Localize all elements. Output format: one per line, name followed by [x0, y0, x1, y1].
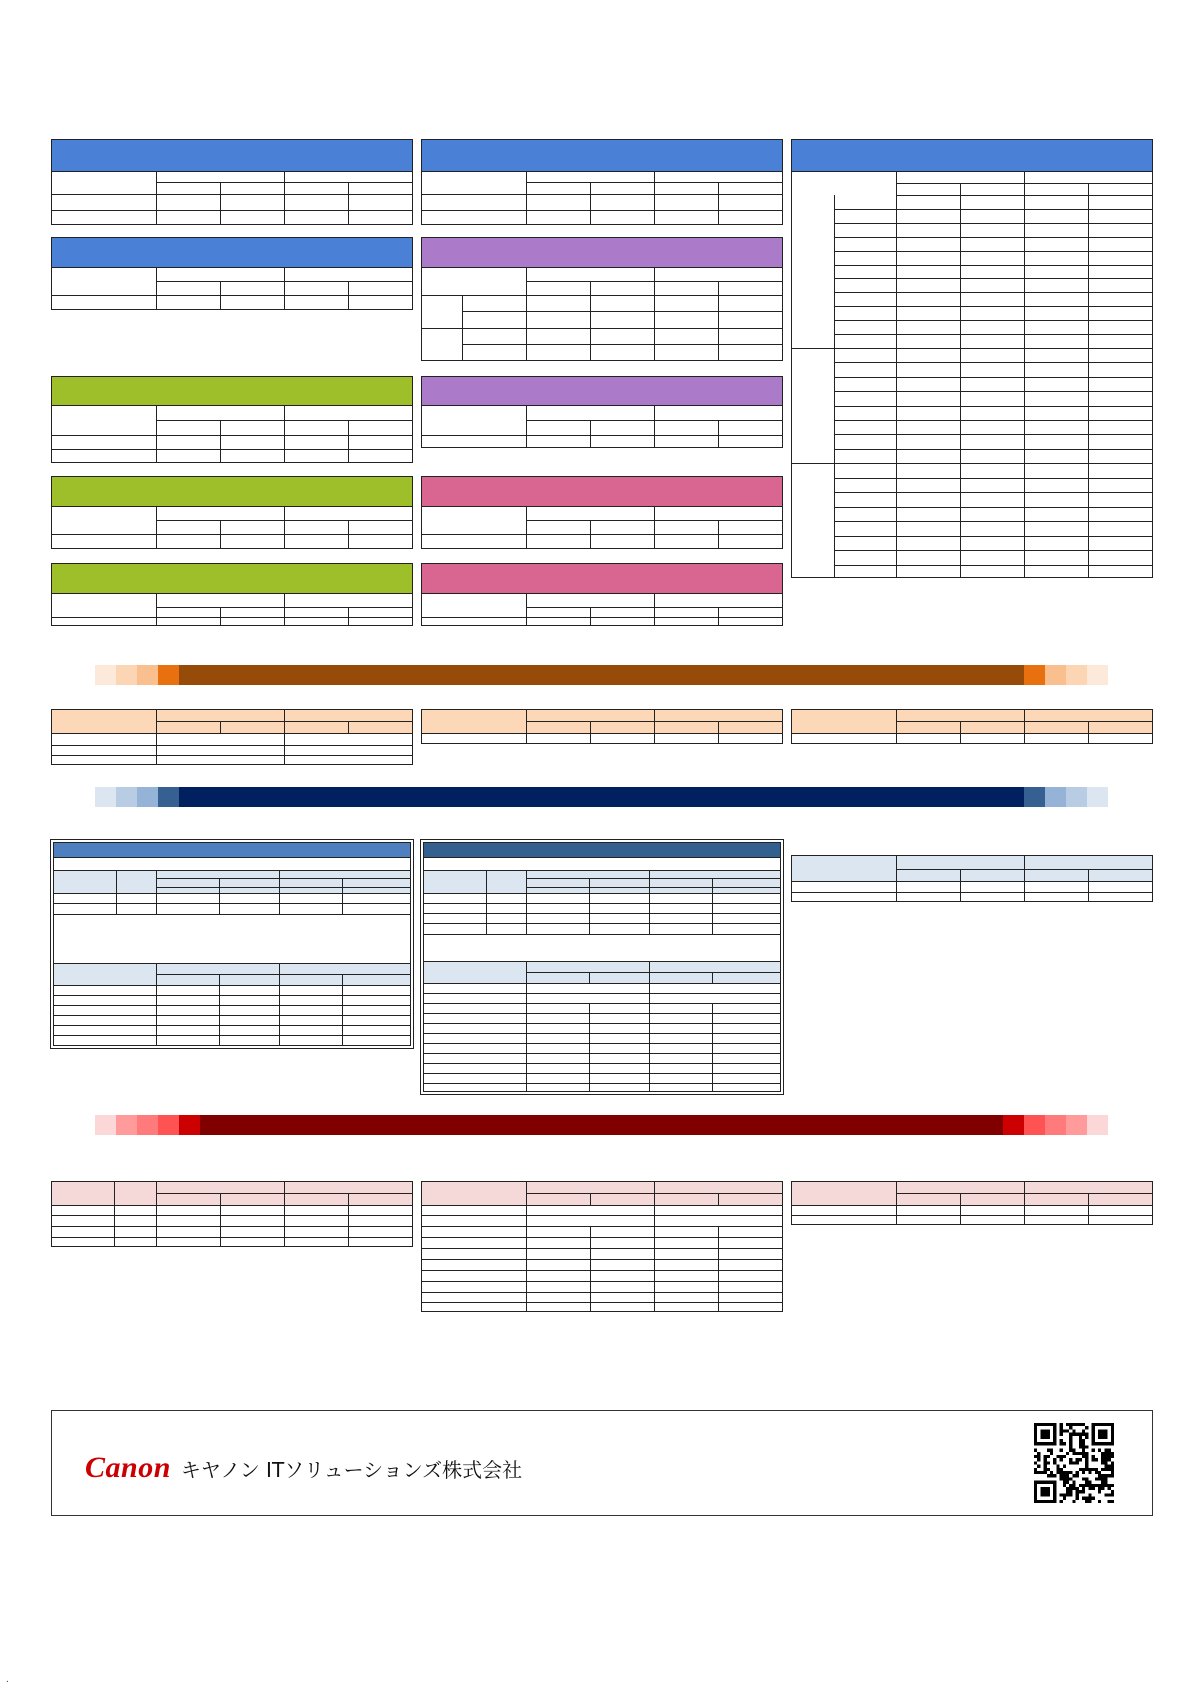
column-divider: [486, 870, 487, 934]
stripe-segment: [137, 1115, 158, 1135]
row-divider: [52, 435, 412, 436]
row-divider: [526, 878, 780, 879]
column-divider: [526, 710, 527, 744]
row-divider: [834, 265, 1152, 266]
row-divider: [54, 995, 410, 996]
row-divider: [424, 1043, 780, 1044]
row-divider: [792, 881, 1152, 882]
row-divider: [834, 251, 1152, 252]
row-divider: [52, 210, 412, 211]
row-divider: [424, 857, 780, 858]
column-divider: [526, 506, 527, 549]
column-divider: [526, 593, 527, 626]
column-divider: [116, 870, 117, 914]
row-divider: [834, 536, 1152, 537]
stripe-segment: [137, 665, 158, 685]
column-divider: [348, 721, 349, 733]
row-divider: [54, 1005, 410, 1006]
company-name: キヤノン ITソリューションズ株式会社: [180, 1457, 523, 1482]
row-divider: [54, 1025, 410, 1026]
stripe-segment: [1087, 787, 1108, 807]
row-divider: [422, 435, 782, 436]
row-divider: [462, 344, 782, 345]
row-divider: [834, 550, 1152, 551]
row-divider: [424, 923, 780, 924]
column-divider: [156, 710, 157, 765]
section-divider-navy: [95, 787, 1108, 807]
row-divider: [54, 1015, 410, 1016]
table-pink-1: [421, 476, 783, 549]
row-divider: [156, 420, 412, 421]
column-divider: [718, 1226, 719, 1312]
row-divider: [834, 406, 1152, 407]
table-header-band: [422, 238, 782, 267]
table-purple-1: [421, 237, 783, 361]
table-peach-1: [51, 709, 413, 765]
table-header-band: [422, 477, 782, 506]
page-mark: .: [6, 1674, 9, 1685]
column-divider: [590, 1193, 591, 1205]
row-divider: [52, 171, 412, 172]
row-divider: [834, 237, 1152, 238]
row-divider: [156, 974, 410, 975]
row-divider: [424, 934, 780, 935]
column-divider: [712, 972, 713, 983]
footer-box: [51, 1410, 1153, 1516]
row-divider: [834, 209, 1152, 210]
row-divider: [422, 1248, 782, 1249]
column-divider: [1024, 1182, 1025, 1225]
row-divider: [896, 183, 1152, 184]
row-divider: [422, 328, 782, 329]
column-divider: [960, 869, 961, 902]
row-divider: [156, 721, 412, 722]
stripe-segment: [116, 665, 137, 685]
row-divider: [52, 593, 412, 594]
row-divider: [156, 281, 412, 282]
row-divider: [422, 1302, 782, 1303]
table-lightblue-1: [791, 855, 1153, 902]
row-divider: [834, 292, 1152, 293]
row-divider: [896, 1193, 1152, 1194]
row-divider: [422, 593, 782, 594]
column-divider: [156, 171, 157, 225]
column-divider: [220, 420, 221, 463]
column-divider: [960, 183, 961, 578]
column-divider: [718, 1193, 719, 1205]
row-divider: [422, 1215, 782, 1216]
row-divider: [834, 223, 1152, 224]
stripe-segment: [1024, 1115, 1045, 1135]
column-divider: [526, 405, 527, 448]
row-divider: [526, 1193, 782, 1194]
table-lightpink-1: [51, 1181, 413, 1247]
section-divider-red: [95, 1115, 1108, 1135]
row-divider: [54, 857, 410, 858]
stripe-segment: [95, 665, 116, 685]
row-divider: [834, 362, 1152, 363]
stripe-segment: [1066, 665, 1087, 685]
column-divider: [718, 182, 719, 225]
row-divider: [422, 506, 782, 507]
row-divider: [834, 334, 1152, 335]
row-divider: [52, 295, 412, 296]
header-cell: [54, 871, 410, 893]
row-divider: [834, 306, 1152, 307]
row-divider: [156, 182, 412, 183]
column-divider: [348, 182, 349, 225]
table-header-band: [52, 477, 412, 506]
column-divider: [342, 878, 343, 914]
column-divider: [590, 281, 591, 361]
column-divider: [219, 878, 220, 914]
company-logo: [85, 1451, 522, 1485]
row-divider: [54, 963, 410, 964]
table-blue-2: [421, 139, 783, 225]
row-divider: [422, 617, 782, 618]
row-divider: [834, 449, 1152, 450]
row-divider: [52, 1215, 412, 1216]
table-lightpink-3: [791, 1181, 1153, 1225]
row-divider: [422, 1205, 782, 1206]
table-header-band: [52, 140, 412, 171]
column-divider: [156, 267, 157, 310]
column-divider: [156, 405, 157, 463]
column-divider: [649, 870, 650, 934]
column-divider: [1088, 1193, 1089, 1225]
column-divider: [156, 870, 157, 914]
row-divider: [424, 1013, 780, 1014]
row-divider: [422, 1237, 782, 1238]
row-divider: [462, 311, 782, 312]
stripe-segment: [1087, 665, 1108, 685]
canon-logo: Canon: [85, 1451, 171, 1484]
row-divider: [52, 745, 412, 746]
row-divider: [54, 914, 410, 915]
column-divider: [1024, 856, 1025, 902]
stripe-segment: [179, 1115, 200, 1135]
column-divider: [590, 420, 591, 448]
row-divider: [792, 171, 1152, 172]
row-divider: [526, 182, 782, 183]
table-header-band: [52, 377, 412, 405]
row-divider: [156, 520, 412, 521]
row-divider: [424, 1083, 780, 1084]
row-divider: [792, 348, 1152, 349]
row-divider: [834, 478, 1152, 479]
row-divider: [54, 903, 410, 904]
row-divider: [52, 194, 412, 195]
row-divider: [424, 961, 780, 962]
stripe-segment: [158, 787, 179, 807]
qr-code-icon[interactable]: [1034, 1423, 1114, 1503]
row-divider: [834, 391, 1152, 392]
row-divider: [52, 1237, 412, 1238]
row-divider: [54, 985, 410, 986]
row-divider: [424, 1073, 780, 1074]
stripe-segment: [95, 787, 116, 807]
row-divider: [52, 1205, 412, 1206]
table-header-band: [52, 238, 412, 267]
row-divider: [422, 210, 782, 211]
row-divider: [526, 607, 782, 608]
column-divider: [156, 593, 157, 626]
row-divider: [422, 405, 782, 406]
column-divider: [1088, 183, 1089, 578]
row-divider: [52, 755, 412, 756]
row-divider: [156, 607, 412, 608]
stripe-segment: [158, 665, 179, 685]
row-divider: [54, 1035, 410, 1036]
row-divider: [424, 1053, 780, 1054]
row-divider: [422, 733, 782, 734]
table-green-3: [51, 563, 413, 626]
column-divider: [156, 506, 157, 549]
table-blue-4: [51, 237, 413, 310]
row-divider: [526, 721, 782, 722]
column-divider: [712, 1003, 713, 1092]
stripe-segment: [1045, 787, 1066, 807]
stripe-segment: [1045, 1115, 1066, 1135]
row-divider: [52, 405, 412, 406]
row-divider: [834, 565, 1152, 566]
row-divider: [422, 1226, 782, 1227]
column-divider: [284, 267, 285, 310]
row-divider: [424, 1033, 780, 1034]
table-peach-3: [791, 709, 1153, 744]
row-divider: [52, 534, 412, 535]
table-header-band: [422, 564, 782, 593]
row-divider: [422, 194, 782, 195]
column-divider: [284, 405, 285, 463]
column-divider: [590, 182, 591, 225]
row-divider: [424, 1063, 780, 1064]
table-green-2: [51, 476, 413, 549]
row-divider: [834, 492, 1152, 493]
row-divider: [526, 520, 782, 521]
table-green-1: [51, 376, 413, 463]
column-divider: [348, 420, 349, 463]
row-divider: [52, 1226, 412, 1227]
row-divider: [52, 267, 412, 268]
row-divider: [834, 507, 1152, 508]
row-divider: [422, 1281, 782, 1282]
column-divider: [654, 171, 655, 225]
row-divider: [896, 869, 1152, 870]
column-divider: [526, 171, 527, 225]
column-divider: [718, 281, 719, 361]
row-divider: [424, 903, 780, 904]
row-divider: [792, 463, 1152, 464]
column-divider: [654, 710, 655, 744]
stripe-segment: [1024, 665, 1045, 685]
row-divider: [834, 420, 1152, 421]
row-divider: [422, 267, 782, 268]
column-divider: [960, 1193, 961, 1225]
row-divider: [792, 1205, 1152, 1206]
column-divider: [1088, 869, 1089, 902]
stripe-segment: [95, 1115, 116, 1135]
column-divider: [896, 856, 897, 902]
row-divider: [526, 972, 780, 973]
row-divider: [156, 878, 410, 879]
row-divider: [422, 534, 782, 535]
column-divider: [526, 870, 527, 934]
stripe-segment: [1045, 665, 1066, 685]
table-navy-1: [53, 842, 411, 1046]
stripe-segment: [116, 787, 137, 807]
header-cell: [424, 871, 780, 893]
column-divider: [279, 870, 280, 914]
row-divider: [422, 1292, 782, 1293]
row-divider: [834, 320, 1152, 321]
stripe-segment: [116, 1115, 137, 1135]
row-divider: [54, 893, 410, 894]
row-divider: [424, 983, 780, 984]
row-divider: [52, 449, 412, 450]
row-divider: [424, 893, 780, 894]
row-divider: [526, 887, 780, 888]
table-navy-2: [423, 842, 781, 1092]
stripe-segment: [137, 787, 158, 807]
column-divider: [284, 710, 285, 765]
column-divider: [654, 506, 655, 549]
table-blue-3: [791, 139, 1153, 578]
column-divider: [718, 420, 719, 448]
column-divider: [284, 506, 285, 549]
column-divider: [1024, 171, 1025, 578]
stripe-segment: [1066, 1115, 1087, 1135]
row-divider: [526, 420, 782, 421]
row-divider: [156, 887, 410, 888]
row-divider: [422, 1270, 782, 1271]
table-pink-2: [421, 563, 783, 626]
stripe-main: [200, 1115, 1003, 1135]
stripe-segment: [1024, 787, 1045, 807]
row-divider: [52, 506, 412, 507]
column-divider: [284, 593, 285, 626]
row-divider: [422, 1259, 782, 1260]
row-divider: [424, 993, 780, 994]
column-divider: [896, 1182, 897, 1225]
table-header-band: [424, 843, 780, 857]
row-divider: [792, 733, 1152, 734]
row-divider: [792, 1215, 1152, 1216]
stripe-segment: [158, 1115, 179, 1135]
stripe-segment: [1087, 1115, 1108, 1135]
table-purple-2: [421, 376, 783, 448]
stripe-main: [179, 787, 1024, 807]
row-divider: [424, 913, 780, 914]
row-divider: [52, 733, 412, 734]
row-divider: [526, 281, 782, 282]
row-divider: [896, 195, 1152, 196]
row-divider: [834, 434, 1152, 435]
row-divider: [834, 377, 1152, 378]
column-divider: [896, 710, 897, 744]
table-header-band: [52, 564, 412, 593]
column-divider: [896, 171, 897, 578]
table-header-band: [422, 377, 782, 405]
column-divider: [654, 593, 655, 626]
row-divider: [422, 295, 782, 296]
column-divider: [654, 405, 655, 448]
table-header-band: [54, 843, 410, 857]
row-divider: [422, 171, 782, 172]
column-divider: [348, 1193, 349, 1247]
stripe-main: [179, 665, 1024, 685]
stripe-segment: [1066, 787, 1087, 807]
row-divider: [834, 521, 1152, 522]
row-divider: [792, 892, 1152, 893]
column-divider: [284, 171, 285, 225]
section-divider-orange: [95, 665, 1108, 685]
column-divider: [1024, 710, 1025, 744]
row-divider: [834, 278, 1152, 279]
row-divider: [156, 1193, 412, 1194]
row-divider: [424, 1003, 780, 1004]
column-divider: [220, 1193, 221, 1247]
row-divider: [424, 1023, 780, 1024]
table-peach-2: [421, 709, 783, 744]
row-divider: [896, 721, 1152, 722]
table-lightpink-2: [421, 1181, 783, 1312]
column-divider: [220, 182, 221, 225]
column-divider: [220, 721, 221, 733]
table-blue-1: [51, 139, 413, 225]
column-divider: [589, 1003, 590, 1092]
column-divider: [590, 1226, 591, 1312]
row-divider: [52, 617, 412, 618]
table-header-band: [792, 140, 1152, 171]
table-header-band: [422, 140, 782, 171]
column-divider: [589, 972, 590, 983]
stripe-segment: [1003, 1115, 1024, 1135]
